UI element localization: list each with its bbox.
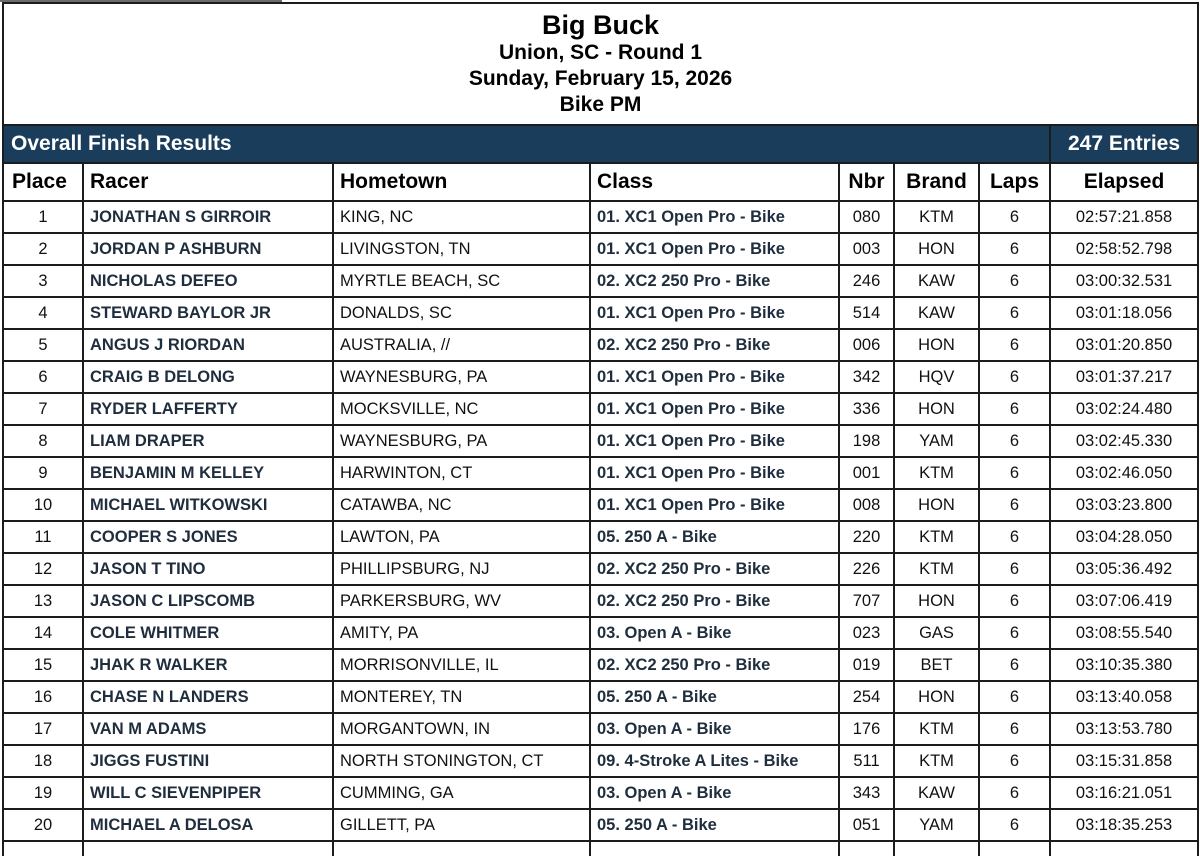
class-name: 05. 250 A - Bike [590,521,839,553]
racer-name[interactable]: MICHAEL A DELOSA [83,809,333,841]
place-cell: 10 [3,489,83,521]
elapsed-time-cell: 02:57:21.858 [1050,201,1198,233]
racer-name[interactable]: JASON C LIPSCOMB [83,585,333,617]
number-cell: 008 [839,489,894,521]
laps-cell: 6 [979,745,1050,777]
laps-cell: 6 [979,553,1050,585]
racer-name[interactable]: NICHOLAS DEFEO [83,265,333,297]
hometown-cell: LAWTON, PA [333,521,590,553]
laps-cell: 6 [979,649,1050,681]
brand-cell [894,841,979,856]
number-cell: 006 [839,329,894,361]
place-cell: 7 [3,393,83,425]
table-row[interactable] [3,425,1198,457]
brand-cell: KTM [894,201,979,233]
place-cell: 14 [3,617,83,649]
laps-cell: 6 [979,329,1050,361]
elapsed-time-cell: 03:13:53.780 [1050,713,1198,745]
number-cell: 514 [839,297,894,329]
table-row[interactable] [3,777,1198,809]
number-cell: 176 [839,713,894,745]
table-row[interactable] [3,649,1198,681]
class-name: 01. XC1 Open Pro - Bike [590,297,839,329]
hometown-cell [333,841,590,856]
hometown-cell: KING, NC [333,201,590,233]
number-cell: 342 [839,361,894,393]
hometown-cell: AUSTRALIA, // [333,329,590,361]
racer-name[interactable]: CHASE N LANDERS [83,681,333,713]
elapsed-time-cell: 03:02:46.050 [1050,457,1198,489]
class-name: 01. XC1 Open Pro - Bike [590,233,839,265]
racer-name[interactable]: CRAIG B DELONG [83,361,333,393]
elapsed-time-cell: 03:01:18.056 [1050,297,1198,329]
number-cell: 051 [839,809,894,841]
table-row[interactable] [3,585,1198,617]
elapsed-time-cell: 03:03:23.800 [1050,489,1198,521]
hometown-cell: MYRTLE BEACH, SC [333,265,590,297]
racer-name[interactable] [83,841,333,856]
class-name: 01. XC1 Open Pro - Bike [590,457,839,489]
column-header-class[interactable]: Class [590,163,839,201]
brand-cell: KAW [894,265,979,297]
number-cell: 001 [839,457,894,489]
hometown-cell: WAYNESBURG, PA [333,361,590,393]
table-row[interactable] [3,265,1198,297]
racer-name[interactable]: VAN M ADAMS [83,713,333,745]
table-row[interactable] [3,457,1198,489]
laps-cell: 6 [979,233,1050,265]
brand-cell: BET [894,649,979,681]
number-cell: 336 [839,393,894,425]
results-body [3,201,1198,856]
elapsed-time-cell: 03:02:45.330 [1050,425,1198,457]
brand-cell: HON [894,233,979,265]
racer-name[interactable]: JIGGS FUSTINI [83,745,333,777]
laps-cell: 6 [979,681,1050,713]
racer-name[interactable]: STEWARD BAYLOR JR [83,297,333,329]
class-name: 05. 250 A - Bike [590,681,839,713]
class-name: 05. 250 A - Bike [590,809,839,841]
racer-name[interactable]: MICHAEL WITKOWSKI [83,489,333,521]
hometown-cell: HARWINTON, CT [333,457,590,489]
table-row[interactable] [3,201,1198,233]
place-cell: 11 [3,521,83,553]
laps-cell: 6 [979,457,1050,489]
place-cell: 3 [3,265,83,297]
brand-cell: HQV [894,361,979,393]
laps-cell: 6 [979,585,1050,617]
laps-cell: 6 [979,521,1050,553]
event-session: Bike PM [559,93,642,116]
racer-name[interactable]: JHAK R WALKER [83,649,333,681]
elapsed-time-cell: 03:15:31.858 [1050,745,1198,777]
table-row[interactable] [3,489,1198,521]
place-cell: 1 [3,201,83,233]
column-header-brand[interactable]: Brand [894,163,979,201]
hometown-cell: PARKERSBURG, WV [333,585,590,617]
class-name: 01. XC1 Open Pro - Bike [590,425,839,457]
racer-name[interactable]: BENJAMIN M KELLEY [83,457,333,489]
elapsed-time-cell: 03:00:32.531 [1050,265,1198,297]
number-cell: 707 [839,585,894,617]
place-cell: 18 [3,745,83,777]
number-cell: 226 [839,553,894,585]
class-name: 03. Open A - Bike [590,617,839,649]
number-cell: 023 [839,617,894,649]
brand-cell: KAW [894,777,979,809]
laps-cell: 6 [979,297,1050,329]
brand-cell: HON [894,393,979,425]
laps-cell: 6 [979,617,1050,649]
place-cell: 2 [3,233,83,265]
table-row[interactable] [3,809,1198,841]
column-header-elapsed[interactable]: Elapsed [1050,163,1198,201]
class-name: 02. XC2 250 Pro - Bike [590,265,839,297]
elapsed-time-cell: 03:18:35.253 [1050,809,1198,841]
column-header-place[interactable]: Place [3,163,83,201]
brand-cell: HON [894,489,979,521]
event-title: Big Buck [542,10,660,40]
table-row[interactable] [3,521,1198,553]
brand-cell: KTM [894,745,979,777]
number-cell: 080 [839,201,894,233]
number-cell: 220 [839,521,894,553]
racer-name[interactable]: RYDER LAFFERTY [83,393,333,425]
class-name [590,841,839,856]
column-header-racer[interactable]: Racer [83,163,333,201]
brand-cell: KTM [894,521,979,553]
class-name: 09. 4-Stroke A Lites - Bike [590,745,839,777]
racer-name[interactable]: LIAM DRAPER [83,425,333,457]
elapsed-time-cell [1050,841,1198,856]
brand-cell: KTM [894,457,979,489]
number-cell: 198 [839,425,894,457]
hometown-cell: LIVINGSTON, TN [333,233,590,265]
column-header-laps[interactable]: Laps [979,163,1050,201]
place-cell: 4 [3,297,83,329]
place-cell: 15 [3,649,83,681]
table-row[interactable] [3,553,1198,585]
racer-name[interactable]: JORDAN P ASHBURN [83,233,333,265]
number-cell: 254 [839,681,894,713]
laps-cell: 6 [979,713,1050,745]
laps-cell: 6 [979,809,1050,841]
place-cell: 12 [3,553,83,585]
table-row[interactable] [3,617,1198,649]
class-name: 01. XC1 Open Pro - Bike [590,201,839,233]
elapsed-time-cell: 03:02:24.480 [1050,393,1198,425]
place-cell: 6 [3,361,83,393]
results-table [2,2,1199,856]
class-name: 01. XC1 Open Pro - Bike [590,361,839,393]
table-row[interactable] [3,681,1198,713]
brand-cell: KTM [894,713,979,745]
racer-name[interactable]: COOPER S JONES [83,521,333,553]
place-cell [3,841,83,856]
laps-cell: 6 [979,393,1050,425]
class-name: 01. XC1 Open Pro - Bike [590,393,839,425]
laps-cell [979,841,1050,856]
event-date: Sunday, February 15, 2026 [468,67,733,90]
place-cell: 9 [3,457,83,489]
elapsed-time-cell: 03:01:20.850 [1050,329,1198,361]
number-cell: 019 [839,649,894,681]
number-cell: 343 [839,777,894,809]
class-name: 03. Open A - Bike [590,713,839,745]
entries-count: 247 Entries [1050,125,1198,163]
table-row[interactable] [3,713,1198,745]
column-header-hometown[interactable]: Hometown [333,163,590,201]
number-cell: 511 [839,745,894,777]
brand-cell: KAW [894,297,979,329]
brand-cell: HON [894,329,979,361]
elapsed-time-cell: 03:16:21.051 [1050,777,1198,809]
table-row[interactable] [3,297,1198,329]
racer-name[interactable]: ANGUS J RIORDAN [83,329,333,361]
hometown-cell: CATAWBA, NC [333,489,590,521]
number-cell: 246 [839,265,894,297]
racer-name[interactable]: WILL C SIEVENPIPER [83,777,333,809]
table-row[interactable] [3,841,1198,856]
brand-cell: YAM [894,809,979,841]
class-name: 02. XC2 250 Pro - Bike [590,553,839,585]
racer-name[interactable]: COLE WHITMER [83,617,333,649]
laps-cell: 6 [979,489,1050,521]
class-name: 02. XC2 250 Pro - Bike [590,329,839,361]
laps-cell: 6 [979,425,1050,457]
class-name: 02. XC2 250 Pro - Bike [590,649,839,681]
laps-cell: 6 [979,201,1050,233]
place-cell: 13 [3,585,83,617]
event-location-round: Union, SC - Round 1 [499,41,702,64]
column-header-nbr[interactable]: Nbr [839,163,894,201]
place-cell: 20 [3,809,83,841]
hometown-cell: GILLETT, PA [333,809,590,841]
hometown-cell: MOCKSVILLE, NC [333,393,590,425]
laps-cell: 6 [979,777,1050,809]
elapsed-time-cell: 03:04:28.050 [1050,521,1198,553]
brand-cell: YAM [894,425,979,457]
number-cell [839,841,894,856]
number-cell: 003 [839,233,894,265]
laps-cell: 6 [979,361,1050,393]
hometown-cell: MORGANTOWN, IN [333,713,590,745]
class-name: 01. XC1 Open Pro - Bike [590,489,839,521]
table-row[interactable] [3,329,1198,361]
table-row[interactable] [3,393,1198,425]
event-header [3,3,1198,125]
section-title: Overall Finish Results [3,125,1050,163]
table-row[interactable] [3,361,1198,393]
brand-cell: HON [894,681,979,713]
elapsed-time-cell: 03:08:55.540 [1050,617,1198,649]
elapsed-time-cell: 02:58:52.798 [1050,233,1198,265]
elapsed-time-cell: 03:05:36.492 [1050,553,1198,585]
brand-cell: KTM [894,553,979,585]
brand-cell: HON [894,585,979,617]
laps-cell: 6 [979,265,1050,297]
place-cell: 5 [3,329,83,361]
table-row[interactable] [3,233,1198,265]
hometown-cell: MORRISONVILLE, IL [333,649,590,681]
racer-name[interactable]: JASON T TINO [83,553,333,585]
place-cell: 19 [3,777,83,809]
place-cell: 16 [3,681,83,713]
hometown-cell: CUMMING, GA [333,777,590,809]
hometown-cell: DONALDS, SC [333,297,590,329]
hometown-cell: PHILLIPSBURG, NJ [333,553,590,585]
brand-cell: GAS [894,617,979,649]
elapsed-time-cell: 03:01:37.217 [1050,361,1198,393]
elapsed-time-cell: 03:13:40.058 [1050,681,1198,713]
elapsed-time-cell: 03:07:06.419 [1050,585,1198,617]
hometown-cell: WAYNESBURG, PA [333,425,590,457]
elapsed-time-cell: 03:10:35.380 [1050,649,1198,681]
class-name: 02. XC2 250 Pro - Bike [590,585,839,617]
class-name: 03. Open A - Bike [590,777,839,809]
racer-name[interactable]: JONATHAN S GIRROIR [83,201,333,233]
table-row[interactable] [3,745,1198,777]
place-cell: 17 [3,713,83,745]
hometown-cell: AMITY, PA [333,617,590,649]
place-cell: 8 [3,425,83,457]
hometown-cell: MONTEREY, TN [333,681,590,713]
hometown-cell: NORTH STONINGTON, CT [333,745,590,777]
